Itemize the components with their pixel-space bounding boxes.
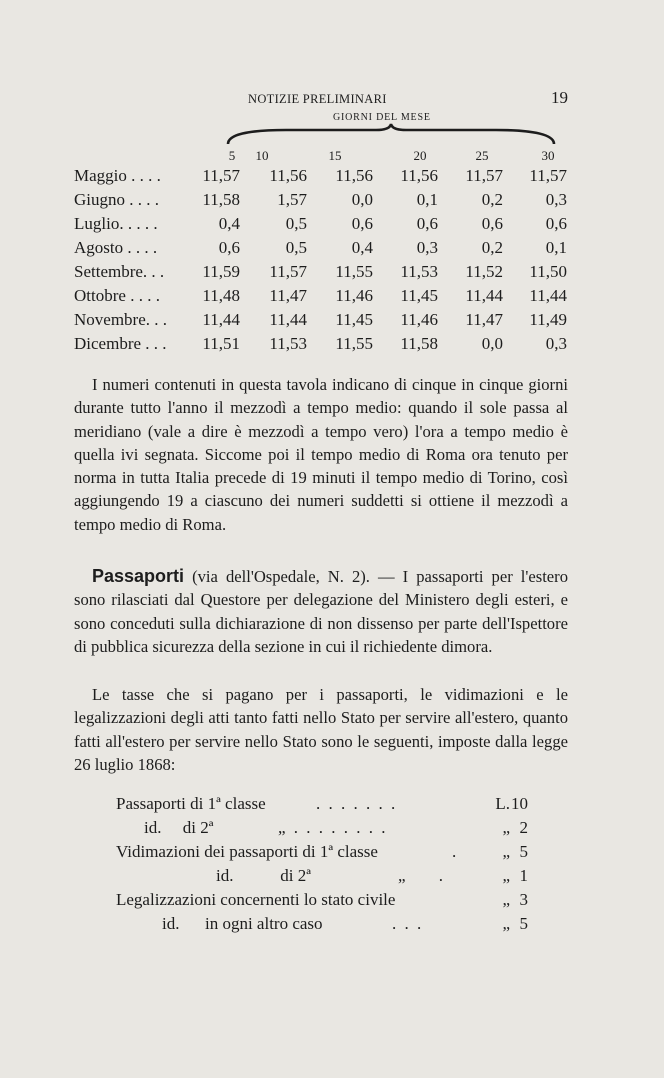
- month-name: Luglio: [74, 214, 120, 233]
- month-name: Giugno: [74, 190, 125, 209]
- row-label: [74, 310, 167, 330]
- paragraph-text: (via dell'Ospedale, N. 2). — I passaporti per l'estero sono rilasciati dal Questore per delegazione del Ministero degli esteri, e sono conceduti sulla dichiarazione di non dissenso per parte dell'Ispettore di pubblica sicurezza della sezione in cui il richiedente dimora.: [74, 567, 568, 656]
- table-cell: 11,48: [202, 286, 240, 305]
- table-cell: 0,5: [285, 214, 307, 233]
- table-cell: 11,49: [529, 310, 567, 329]
- table-cell: 11,52: [465, 262, 503, 281]
- table-cell: 0,6: [351, 214, 373, 233]
- table-cell: 0,0: [351, 190, 373, 209]
- table-cell: 0,3: [545, 190, 567, 209]
- fee-amount: 5: [519, 914, 528, 933]
- table-cell: 0,6: [481, 214, 503, 233]
- dot-leader: . . .: [142, 262, 165, 281]
- dot-leader: . . .: [141, 334, 167, 353]
- table-cell: 11,47: [465, 310, 503, 329]
- table-cell: 11,46: [335, 286, 373, 305]
- fee-label: id. in ogni altro caso: [162, 914, 323, 933]
- dot-leader: . . .: [392, 914, 424, 933]
- table-cell: 11,57: [529, 166, 567, 185]
- fee-amount: 10: [511, 794, 528, 813]
- fee-label: id. di 2ª: [216, 866, 311, 885]
- table-cell: 11,58: [400, 334, 438, 353]
- table-cell: 11,44: [202, 310, 240, 329]
- fee-currency: „: [502, 818, 510, 837]
- page-number: 19: [551, 88, 568, 107]
- fee-row: [0, 794, 664, 818]
- fee-currency: L.: [495, 794, 510, 813]
- row-label: [74, 334, 167, 354]
- paragraph-body: [74, 565, 568, 658]
- table-cell: 0,4: [218, 214, 240, 233]
- paragraph-noon-explanation: [74, 373, 568, 536]
- dot-leader: „ . . . . . . . .: [278, 818, 388, 837]
- row-label: [74, 286, 160, 306]
- table-cell: 11,55: [335, 262, 373, 281]
- month-name: Maggio: [74, 166, 127, 185]
- fee-amount: 5: [519, 842, 528, 861]
- table-cell: 11,46: [400, 310, 438, 329]
- paragraph-tasse: [74, 683, 568, 776]
- fee-amount: 3: [519, 890, 528, 909]
- fee-amount: 1: [519, 866, 528, 885]
- table-cell: 11,56: [269, 166, 307, 185]
- fee-row: [0, 842, 664, 866]
- section-heading: Passaporti: [92, 566, 185, 586]
- column-header: 30: [541, 148, 555, 163]
- table-cell: 0,3: [416, 238, 438, 257]
- row-label: [74, 190, 159, 210]
- row-label: [74, 262, 164, 282]
- table-cell: 0,1: [416, 190, 438, 209]
- month-name: Dicembre: [74, 334, 142, 353]
- fee-row: [0, 866, 664, 890]
- table-cell: 0,0: [481, 334, 503, 353]
- table-cell: 11,45: [335, 310, 373, 329]
- table-cell: 0,1: [545, 238, 567, 257]
- table-row: [0, 166, 664, 190]
- month-name: Agosto: [74, 238, 124, 257]
- table-cell: 0,2: [481, 238, 503, 257]
- table-cell: 0,6: [545, 214, 567, 233]
- column-header: 5: [228, 148, 236, 163]
- fee-label: Legalizzazioni concernenti lo stato civile: [116, 890, 396, 909]
- fee-row: [0, 914, 664, 938]
- table-row: [0, 310, 664, 334]
- table-cell: 11,45: [400, 286, 438, 305]
- table-cell: 11,58: [202, 190, 240, 209]
- table-cell: 11,51: [202, 334, 240, 353]
- month-name: Novembre: [74, 310, 146, 329]
- table-row: [0, 334, 664, 358]
- fee-label: id. di 2ª: [144, 818, 214, 837]
- table-cell: 0,5: [285, 238, 307, 257]
- table-cell: 11,57: [202, 166, 240, 185]
- page-header: [0, 88, 664, 110]
- table-cell: 11,55: [335, 334, 373, 353]
- fee-currency: „: [502, 914, 510, 933]
- dot-leader: . . . .: [126, 166, 161, 185]
- table-cell: 11,47: [269, 286, 307, 305]
- dot-leader: . . . .: [125, 286, 160, 305]
- table-row: [0, 214, 664, 238]
- fee-currency: „: [502, 842, 510, 861]
- table-cell: 0,3: [545, 334, 567, 353]
- table-row: [0, 286, 664, 310]
- month-name: Settembre: [74, 262, 143, 281]
- table-cell: 11,53: [269, 334, 307, 353]
- table-row: [0, 262, 664, 286]
- fee-row: [0, 818, 664, 842]
- column-header: 10: [255, 148, 269, 163]
- table-cell: 1,57: [277, 190, 307, 209]
- fee-currency: „: [502, 890, 510, 909]
- table-cell: 11,53: [400, 262, 438, 281]
- dot-leader: . . . . . . .: [316, 794, 398, 813]
- table-cell: 11,56: [400, 166, 438, 185]
- dot-leader: . . . .: [123, 238, 158, 257]
- table-row: [0, 190, 664, 214]
- dot-leader: . . .: [145, 310, 168, 329]
- table-cell: 11,57: [465, 166, 503, 185]
- row-label: [74, 238, 157, 258]
- dot-leader: „ .: [398, 866, 446, 885]
- month-name: Ottobre: [74, 286, 126, 305]
- paragraph-text: I numeri contenuti in questa tavola indicano di cinque in cinque giorni durante tutto l'anno il mezzodì a tempo medio: quando il sole passa al meridiano (vale a dire è mezzodì a tempo vero) l'ora a tempo medio è quella ivi segnata. Siccome poi il tempo medio di Roma ora tenuto per norma in tutta Italia precede di 19 minuti il tempo medio di Torino, così aggiungendo 19 a ciascuno dei numeri suddetti si ottiene il mezzodì a tempo medio di Roma.: [74, 375, 568, 534]
- row-label: [74, 166, 161, 186]
- fee-currency: „: [502, 866, 510, 885]
- column-header: 20: [413, 148, 427, 163]
- table-cell: 11,56: [335, 166, 373, 185]
- table-cell: 11,44: [269, 310, 307, 329]
- column-header: 25: [475, 148, 489, 163]
- dot-leader: . . . .: [125, 190, 159, 209]
- curly-brace-icon: [226, 122, 556, 148]
- table-cell: 11,44: [465, 286, 503, 305]
- table-cell: 0,6: [416, 214, 438, 233]
- dot-leader: .: [452, 842, 459, 861]
- table-cell: 0,6: [218, 238, 240, 257]
- table-cell: 0,4: [351, 238, 373, 257]
- paragraph-text: Le tasse che si pagano per i passaporti, le vidimazioni e le legalizzazioni degli atti tanto fatti nello Stato per servire all'estero, quanto fatti all'estero per servire nello Stato sono le seguenti, imposte dalla legge 26 luglio 1868:: [74, 685, 568, 774]
- paragraph-passaporti: [74, 565, 568, 658]
- table-row: [0, 238, 664, 262]
- table-cell: 11,59: [202, 262, 240, 281]
- table-caption: GIORNI DEL MESE: [333, 112, 431, 123]
- running-title: NOTIZIE PRELIMINARI: [248, 92, 387, 106]
- table-cell: 11,50: [529, 262, 567, 281]
- table-cell: 11,57: [269, 262, 307, 281]
- table-cell: 0,2: [481, 190, 503, 209]
- fee-label: Passaporti di 1ª classe: [116, 794, 266, 813]
- fee-row: [0, 890, 664, 914]
- dot-leader: . . . . .: [119, 214, 158, 233]
- column-header: 15: [328, 148, 342, 163]
- row-label: [74, 214, 158, 234]
- fee-amount: 2: [519, 818, 528, 837]
- table-cell: 11,44: [529, 286, 567, 305]
- fee-label: Vidimazioni dei passaporti di 1ª classe: [116, 842, 378, 861]
